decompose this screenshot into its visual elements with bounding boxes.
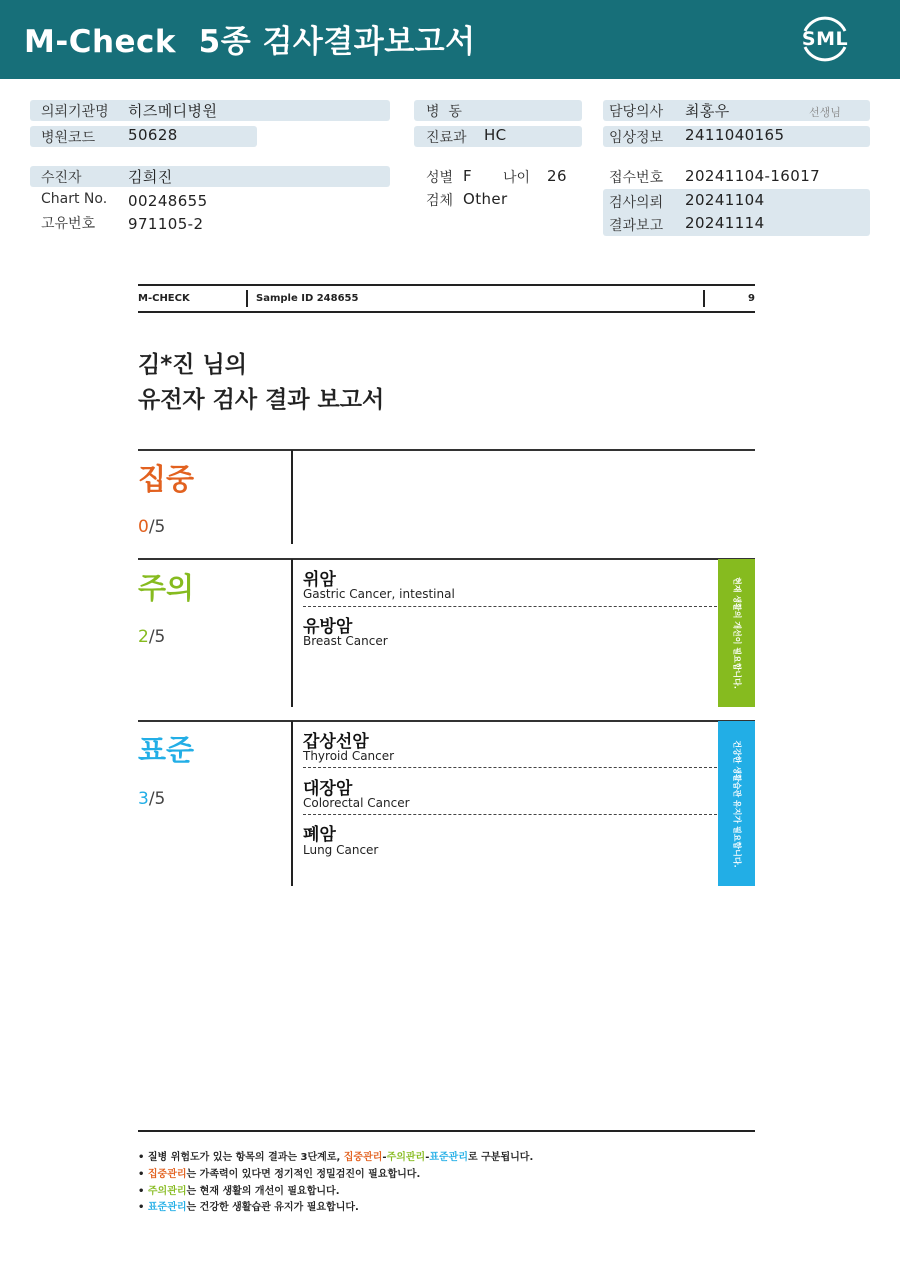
sex-label: 성별 <box>426 170 454 186</box>
chart-value: 00248655 <box>128 192 208 210</box>
footnote-3 <box>138 1182 340 1197</box>
receipt-label: 접수번호 <box>609 170 664 186</box>
result-item-title: 대장암 <box>303 779 353 799</box>
footnote-text: 는 가족력이 있다면 정기적인 정밀검진이 필요합니다. <box>186 1169 421 1180</box>
item-divider <box>303 767 717 768</box>
report-date-label: 결과보고 <box>609 218 664 234</box>
caution-term: 주의관리 <box>147 1186 187 1197</box>
age-value: 26 <box>547 167 567 185</box>
score-total: /5 <box>148 789 166 809</box>
bullet: • <box>138 1202 145 1213</box>
bullet: • <box>138 1169 145 1180</box>
term-dash: - <box>382 1152 387 1163</box>
section-focus-title: 집중 <box>138 462 195 496</box>
result-item-subtitle: Colorectal Cancer <box>303 796 410 810</box>
hospital-code-value: 50628 <box>128 126 178 144</box>
section-standard-divider <box>291 721 293 886</box>
page-number: 9 <box>748 293 755 304</box>
header-divider <box>703 290 705 307</box>
section-standard-rule <box>138 720 755 722</box>
focus-term: 집중관리 <box>343 1152 383 1163</box>
caution-side-banner <box>718 559 755 707</box>
section-standard-title: 표준 <box>138 733 195 767</box>
score-count: 3 <box>138 789 149 809</box>
section-focus-rule <box>138 449 755 451</box>
section-caution-rule <box>138 558 755 560</box>
result-item-title: 위암 <box>303 570 336 590</box>
result-item-subtitle: Thyroid Cancer <box>303 749 395 763</box>
footnote-text: 로 구분됩니다. <box>468 1152 534 1163</box>
sex-value: F <box>463 167 473 185</box>
standard-term: 표준관리 <box>429 1152 468 1163</box>
sample-id: Sample ID 248655 <box>256 293 359 304</box>
clinical-info-value: 2411040165 <box>685 126 785 144</box>
term-dash: - <box>425 1152 430 1163</box>
caution-term: 주의관리 <box>386 1152 426 1163</box>
footnote-text: 는 현재 생활의 개선이 필요합니다. <box>186 1186 340 1197</box>
footnote-text: 는 건강한 생활습관 유지가 필요합니다. <box>186 1202 359 1213</box>
doctor-label: 담당의사 <box>609 104 664 120</box>
unique-id-label: 고유번호 <box>41 216 96 232</box>
standard-side-banner <box>718 721 755 886</box>
age-label: 나이 <box>503 170 531 186</box>
result-item-subtitle: Gastric Cancer, intestinal <box>303 587 455 601</box>
clinical-info-label: 임상정보 <box>609 130 664 146</box>
section-caution-score <box>138 627 165 647</box>
result-item-title: 폐암 <box>303 825 336 845</box>
bullet: • <box>138 1186 145 1197</box>
footnote-2 <box>138 1165 420 1180</box>
result-item-subtitle: Breast Cancer <box>303 634 388 648</box>
department-label: 진료과 <box>426 130 467 146</box>
header-divider <box>246 290 248 307</box>
patient-row <box>30 166 390 187</box>
section-focus-divider <box>291 450 293 544</box>
report-top-rule <box>138 284 755 286</box>
doctor-suffix: 선생님 <box>809 106 841 119</box>
standard-term: 표준관리 <box>147 1202 187 1213</box>
score-count: 0 <box>138 517 149 537</box>
section-standard-score <box>138 789 165 809</box>
footnote-1 <box>138 1148 533 1163</box>
footnote-4 <box>138 1198 359 1213</box>
report-title-line2: 유전자 검사 결과 보고서 <box>138 387 385 413</box>
item-divider <box>303 814 717 815</box>
score-total: /5 <box>148 627 166 647</box>
institution-value: 히즈메디병원 <box>128 102 218 120</box>
chart-label: Chart No. <box>41 191 108 207</box>
specimen-label: 검체 <box>426 193 454 209</box>
bullet: • <box>138 1152 145 1163</box>
report-date-value: 20241114 <box>685 214 765 232</box>
patient-value: 김희진 <box>128 168 173 186</box>
institution-label: 의뢰기관명 <box>41 104 109 120</box>
hospital-code-label: 병원코드 <box>41 130 96 146</box>
report-title: M-Check 5종 검사결과보고서 <box>24 24 476 60</box>
section-caution-divider <box>291 559 293 707</box>
report-header-rule <box>138 311 755 313</box>
unique-id-value: 971105-2 <box>128 215 204 233</box>
receipt-value: 20241104-16017 <box>685 167 821 185</box>
score-total: /5 <box>148 517 166 537</box>
focus-term: 집중관리 <box>147 1169 187 1180</box>
report-title-line1: 김*진 님의 <box>138 352 247 378</box>
logo-text: SML <box>801 28 849 50</box>
ward-label: 병 동 <box>426 104 462 120</box>
report-header <box>0 0 900 79</box>
score-count: 2 <box>138 627 149 647</box>
section-caution-title: 주의 <box>138 571 195 605</box>
department-value: HC <box>484 126 507 144</box>
caution-side-text: 현재 생활의 개선이 필요합니다. <box>732 577 741 689</box>
specimen-value: Other <box>463 190 508 208</box>
request-label: 검사의뢰 <box>609 195 664 211</box>
sml-logo-icon <box>796 11 854 67</box>
report-brand: M-CHECK <box>138 293 190 304</box>
result-item-subtitle: Lung Cancer <box>303 843 379 857</box>
footnote-text: 질병 위험도가 있는 항목의 결과는 3단계로, <box>147 1152 344 1163</box>
item-divider <box>303 606 717 607</box>
doctor-value: 최홍우 <box>685 102 730 120</box>
standard-side-text: 건강한 생활습관 유지가 필요합니다. <box>732 739 741 868</box>
result-item-title: 갑상선암 <box>303 732 369 752</box>
request-value: 20241104 <box>685 191 765 209</box>
section-focus-score <box>138 517 165 537</box>
patient-label: 수진자 <box>41 170 82 186</box>
footnote-rule <box>138 1130 755 1132</box>
result-item-title: 유방암 <box>303 617 353 637</box>
